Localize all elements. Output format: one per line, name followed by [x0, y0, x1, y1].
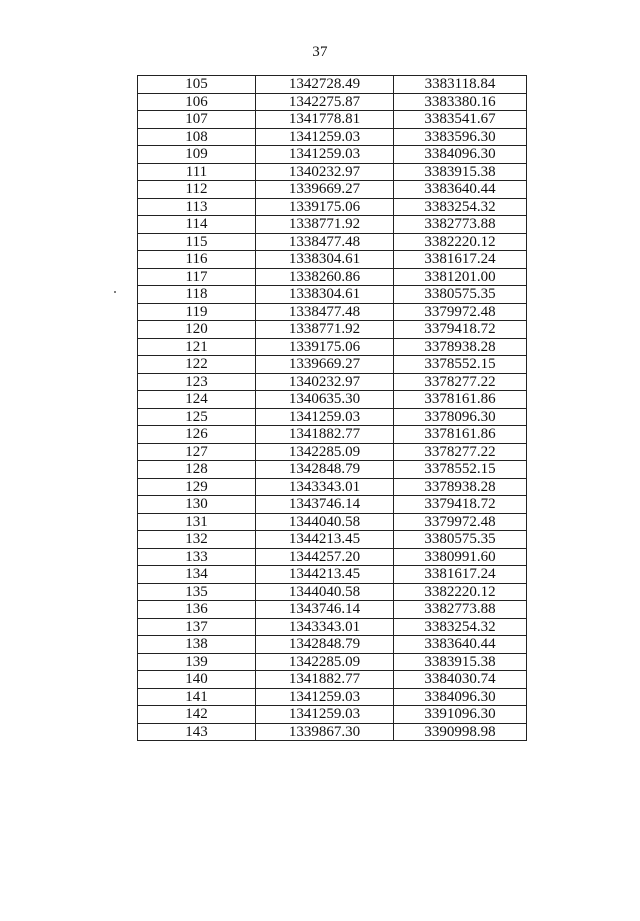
point-number-cell: 118: [138, 286, 256, 304]
x-coordinate-cell: 1341259.03: [256, 688, 394, 706]
table-row: [138, 303, 527, 321]
x-coordinate-cell: 1338771.92: [256, 216, 394, 234]
y-coordinate-cell: 3380991.60: [394, 548, 527, 566]
y-coordinate-cell: 3383254.32: [394, 198, 527, 216]
x-coordinate-cell: 1340232.97: [256, 373, 394, 391]
x-coordinate-cell: 1341882.77: [256, 426, 394, 444]
table-row: [138, 671, 527, 689]
point-number-cell: 134: [138, 566, 256, 584]
point-number-cell: 131: [138, 513, 256, 531]
x-coordinate-cell: 1344040.58: [256, 583, 394, 601]
y-coordinate-cell: 3381617.24: [394, 566, 527, 584]
x-coordinate-cell: 1342848.79: [256, 461, 394, 479]
x-coordinate-cell: 1341259.03: [256, 706, 394, 724]
x-coordinate-cell: 1342848.79: [256, 636, 394, 654]
point-number-cell: 115: [138, 233, 256, 251]
y-coordinate-cell: 3379972.48: [394, 303, 527, 321]
table-row: [138, 286, 527, 304]
y-coordinate-cell: 3383541.67: [394, 111, 527, 129]
point-number-cell: 140: [138, 671, 256, 689]
table-row: [138, 146, 527, 164]
y-coordinate-cell: 3378096.30: [394, 408, 527, 426]
point-number-cell: 105: [138, 76, 256, 94]
x-coordinate-cell: 1339669.27: [256, 356, 394, 374]
table-row: [138, 723, 527, 741]
table-row: [138, 198, 527, 216]
y-coordinate-cell: 3379972.48: [394, 513, 527, 531]
table-row: [138, 706, 527, 724]
x-coordinate-cell: 1344213.45: [256, 531, 394, 549]
point-number-cell: 112: [138, 181, 256, 199]
table-row: [138, 391, 527, 409]
point-number-cell: 130: [138, 496, 256, 514]
table-row: [138, 496, 527, 514]
table-row: [138, 566, 527, 584]
table-row: [138, 338, 527, 356]
x-coordinate-cell: 1342728.49: [256, 76, 394, 94]
y-coordinate-cell: 3378161.86: [394, 426, 527, 444]
point-number-cell: 127: [138, 443, 256, 461]
y-coordinate-cell: 3383640.44: [394, 636, 527, 654]
x-coordinate-cell: 1340232.97: [256, 163, 394, 181]
y-coordinate-cell: 3384030.74: [394, 671, 527, 689]
y-coordinate-cell: 3379418.72: [394, 321, 527, 339]
x-coordinate-cell: 1338304.61: [256, 286, 394, 304]
y-coordinate-cell: 3383640.44: [394, 181, 527, 199]
y-coordinate-cell: 3378938.28: [394, 478, 527, 496]
x-coordinate-cell: 1343746.14: [256, 601, 394, 619]
y-coordinate-cell: 3383596.30: [394, 128, 527, 146]
y-coordinate-cell: 3380575.35: [394, 286, 527, 304]
x-coordinate-cell: 1342275.87: [256, 93, 394, 111]
x-coordinate-cell: 1341259.03: [256, 128, 394, 146]
point-number-cell: 111: [138, 163, 256, 181]
table-row: [138, 356, 527, 374]
x-coordinate-cell: 1339867.30: [256, 723, 394, 741]
point-number-cell: 121: [138, 338, 256, 356]
table-row: [138, 93, 527, 111]
coordinate-table: [137, 75, 527, 741]
x-coordinate-cell: 1343746.14: [256, 496, 394, 514]
x-coordinate-cell: 1339175.06: [256, 198, 394, 216]
x-coordinate-cell: 1342285.09: [256, 653, 394, 671]
y-coordinate-cell: 3384096.30: [394, 146, 527, 164]
x-coordinate-cell: 1343343.01: [256, 618, 394, 636]
x-coordinate-cell: 1338304.61: [256, 251, 394, 269]
point-number-cell: 143: [138, 723, 256, 741]
point-number-cell: 133: [138, 548, 256, 566]
y-coordinate-cell: 3382220.12: [394, 583, 527, 601]
point-number-cell: 126: [138, 426, 256, 444]
x-coordinate-cell: 1344040.58: [256, 513, 394, 531]
y-coordinate-cell: 3383380.16: [394, 93, 527, 111]
y-coordinate-cell: 3378552.15: [394, 356, 527, 374]
table-row: [138, 426, 527, 444]
point-number-cell: 107: [138, 111, 256, 129]
coordinate-table-body: [138, 76, 527, 741]
table-row: [138, 76, 527, 94]
y-coordinate-cell: 3382773.88: [394, 601, 527, 619]
point-number-cell: 138: [138, 636, 256, 654]
y-coordinate-cell: 3382773.88: [394, 216, 527, 234]
x-coordinate-cell: 1338477.48: [256, 233, 394, 251]
x-coordinate-cell: 1343343.01: [256, 478, 394, 496]
x-coordinate-cell: 1342285.09: [256, 443, 394, 461]
x-coordinate-cell: 1344257.20: [256, 548, 394, 566]
table-row: [138, 321, 527, 339]
table-row: [138, 181, 527, 199]
table-row: [138, 163, 527, 181]
y-coordinate-cell: 3378552.15: [394, 461, 527, 479]
table-row: [138, 688, 527, 706]
x-coordinate-cell: 1338477.48: [256, 303, 394, 321]
y-coordinate-cell: 3390998.98: [394, 723, 527, 741]
page-number: 37: [312, 44, 328, 60]
x-coordinate-cell: 1338260.86: [256, 268, 394, 286]
point-number-cell: 124: [138, 391, 256, 409]
y-coordinate-cell: 3381201.00: [394, 268, 527, 286]
point-number-cell: 108: [138, 128, 256, 146]
table-row: [138, 128, 527, 146]
y-coordinate-cell: 3378938.28: [394, 338, 527, 356]
point-number-cell: 120: [138, 321, 256, 339]
y-coordinate-cell: 3378277.22: [394, 373, 527, 391]
x-coordinate-cell: 1340635.30: [256, 391, 394, 409]
table-row: [138, 636, 527, 654]
point-number-cell: 142: [138, 706, 256, 724]
x-coordinate-cell: 1341778.81: [256, 111, 394, 129]
table-row: [138, 653, 527, 671]
table-row: [138, 233, 527, 251]
table-row: [138, 601, 527, 619]
y-coordinate-cell: 3383254.32: [394, 618, 527, 636]
table-row: [138, 111, 527, 129]
x-coordinate-cell: 1341259.03: [256, 408, 394, 426]
point-number-cell: 106: [138, 93, 256, 111]
y-coordinate-cell: 3378161.86: [394, 391, 527, 409]
table-row: [138, 251, 527, 269]
table-row: [138, 548, 527, 566]
point-number-cell: 116: [138, 251, 256, 269]
y-coordinate-cell: 3383915.38: [394, 163, 527, 181]
table-row: [138, 478, 527, 496]
table-row: [138, 408, 527, 426]
point-number-cell: 114: [138, 216, 256, 234]
point-number-cell: 135: [138, 583, 256, 601]
point-number-cell: 139: [138, 653, 256, 671]
x-coordinate-cell: 1344213.45: [256, 566, 394, 584]
table-row: [138, 216, 527, 234]
point-number-cell: 136: [138, 601, 256, 619]
x-coordinate-cell: 1339669.27: [256, 181, 394, 199]
x-coordinate-cell: 1339175.06: [256, 338, 394, 356]
y-coordinate-cell: 3383118.84: [394, 76, 527, 94]
point-number-cell: 123: [138, 373, 256, 391]
table-row: [138, 373, 527, 391]
point-number-cell: 129: [138, 478, 256, 496]
y-coordinate-cell: 3382220.12: [394, 233, 527, 251]
table-row: [138, 583, 527, 601]
point-number-cell: 141: [138, 688, 256, 706]
x-coordinate-cell: 1341259.03: [256, 146, 394, 164]
y-coordinate-cell: 3379418.72: [394, 496, 527, 514]
y-coordinate-cell: 3380575.35: [394, 531, 527, 549]
x-coordinate-cell: 1338771.92: [256, 321, 394, 339]
table-row: [138, 513, 527, 531]
point-number-cell: 119: [138, 303, 256, 321]
point-number-cell: 122: [138, 356, 256, 374]
point-number-cell: 125: [138, 408, 256, 426]
point-number-cell: 117: [138, 268, 256, 286]
table-row: [138, 268, 527, 286]
x-coordinate-cell: 1341882.77: [256, 671, 394, 689]
point-number-cell: 137: [138, 618, 256, 636]
point-number-cell: 128: [138, 461, 256, 479]
y-coordinate-cell: 3381617.24: [394, 251, 527, 269]
table-row: [138, 443, 527, 461]
point-number-cell: 109: [138, 146, 256, 164]
scan-speck: [114, 291, 116, 293]
y-coordinate-cell: 3378277.22: [394, 443, 527, 461]
table-row: [138, 461, 527, 479]
point-number-cell: 132: [138, 531, 256, 549]
y-coordinate-cell: 3383915.38: [394, 653, 527, 671]
point-number-cell: 113: [138, 198, 256, 216]
y-coordinate-cell: 3384096.30: [394, 688, 527, 706]
table-row: [138, 618, 527, 636]
table-row: [138, 531, 527, 549]
y-coordinate-cell: 3391096.30: [394, 706, 527, 724]
